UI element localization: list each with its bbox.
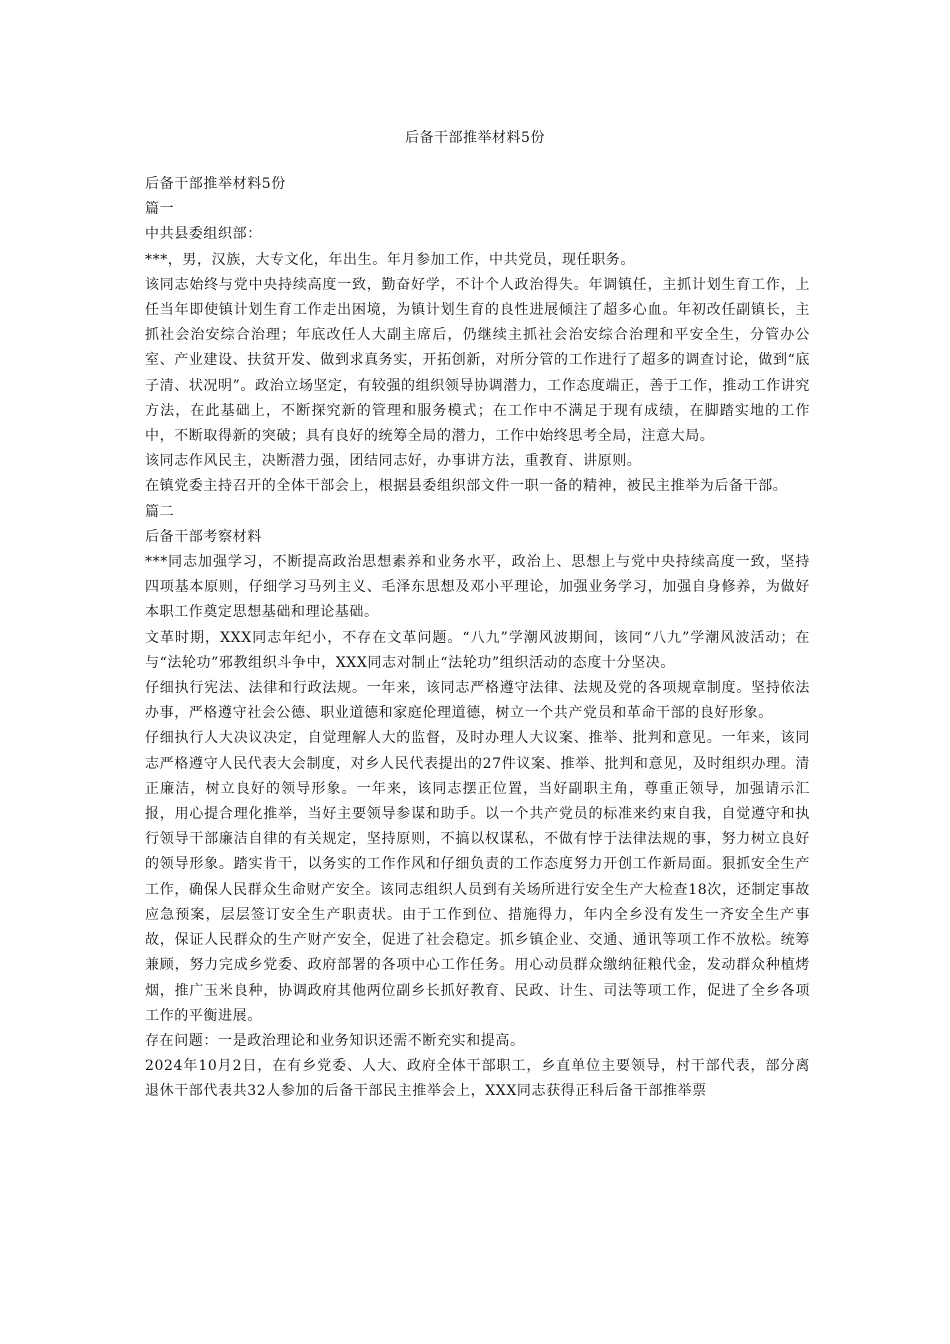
document-body	[145, 172, 810, 1105]
document-title: 后备干部推举材料5份	[405, 130, 545, 146]
paragraph: 仔细执行人大决议决定，自觉理解人大的监督，及时办理人大议案、推举、批判和意见。一年来，该同志严格遵守人民代表大会制度，对乡人民代表提出的27件议案、推举、批判和意见，及时组织办理。清正廉洁，树立良好的领导形象。一年来，该同志摆正位置，当好副职主角，尊重正领导，加强请示汇报，用心提合理化推举，当好主要领导参谋和助手。以一个共产党员的标准来约束自我，自觉遵守和执行领导干部廉洁自律的有关规定，坚持原则，不搞以权谋私，不做有悖于法律法规的事，努力树立良好的领导形象。踏实肯干，以务实的工作作风和仔细负责的工作态度努力开创工作新局面。狠抓安全生产工作，确保人民群众生命财产安全。该同志组织人员到有关场所进行安全生产大检查18次，还制定事故应急预案，层层签订安全生产职责状。由于工作到位、措施得力，年内全乡没有发生一齐安全生产事故，保证人民群众的生产财产安全，促进了社会稳定。抓乡镇企业、交通、通讯等项工作不放松。统筹兼顾，努力完成乡党委、政府部署的各项中心工作任务。用心动员群众缴纳征粮代金，发动群众种植烤烟，推广玉米良种，协调政府其他两位副乡长抓好教育、民政、计生、司法等项工作，促进了全乡各项工作的平衡进展。	[145, 730, 810, 1024]
section-subtitle: 后备干部考察材料	[145, 528, 262, 545]
paragraph: 存在问题：一是政治理论和业务知识还需不断充实和提高。	[145, 1032, 525, 1049]
section-heading-2: 篇二	[145, 503, 175, 520]
paragraph: 文革时期，XXX同志年纪小，不存在文革问题。“八九”学潮风波期间，该同“八九”学潮风波活动；在与“法轮功”邪教组织斗争中，XXX同志对制止“法轮功”组织活动的态度十分坚决。	[145, 629, 810, 671]
paragraph: 该同志始终与党中央持续高度一致，勤奋好学，不计个人政治得失。年调镇任，主抓计划生育工作，上任当年即使镇计划生育工作走出困境，为镇计划生育的良性进展倾注了超多心血。年初改任副镇长，主抓社会治安综合治理；年底改任人大副主席后，仍继续主抓社会治安综合治理和平安全生，分管办公室、产业建设、扶贫开发、做到求真务实，开拓创新，对所分管的工作进行了超多的调查讨论，做到“底子清、状况明”。政治立场坚定，有较强的组织领导协调潜力，工作态度端正，善于工作，推动工作讲究方法，在此基础上，不断探究新的管理和服务模式；在工作中不满足于现有成绩，在脚踏实地的工作中，不断取得新的突破；具有良好的统筹全局的潜力，工作中始终思考全局，注意大局。	[145, 276, 810, 445]
paragraph: 2024年10月2日，在有乡党委、人大、政府全体干部职工，乡直单位主要领导，村干部代表，部分离退休干部代表共32人参加的后备干部民主推举会上，XXX同志获得正科后备干部推举票	[145, 1058, 810, 1100]
paragraph: 该同志作风民主，决断潜力强，团结同志好，办事讲方法，重教育、讲原则。	[145, 453, 642, 470]
paragraph: 在镇党委主持召开的全体干部会上，根据县委组织部文件一职一备的精神，被民主推举为后备干部。	[145, 478, 788, 495]
addressee-line: 中共县委组织部：	[145, 226, 262, 243]
paragraph: ***同志加强学习，不断提高政治思想素养和业务水平，政治上、思想上与党中央持续高度一致，坚持四项基本原则，仔细学习马列主义、毛泽东思想及邓小平理论，加强业务学习，加强自身修养，为做好本职工作奠定思想基础和理论基础。	[145, 554, 810, 621]
paragraph: 仔细执行宪法、法律和行政法规。一年来，该同志严格遵守法律、法规及党的各项规章制度。坚持依法办事，严格遵守社会公德、职业道德和家庭伦理道德，树立一个共产党员和革命干部的良好形象。	[145, 680, 810, 722]
subtitle-line: 后备干部推举材料5份	[145, 176, 286, 192]
paragraph: ***，男，汉族，大专文化，年出生。年月参加工作，中共党员，现任职务。	[145, 251, 635, 268]
section-heading-1: 篇一	[145, 201, 175, 218]
